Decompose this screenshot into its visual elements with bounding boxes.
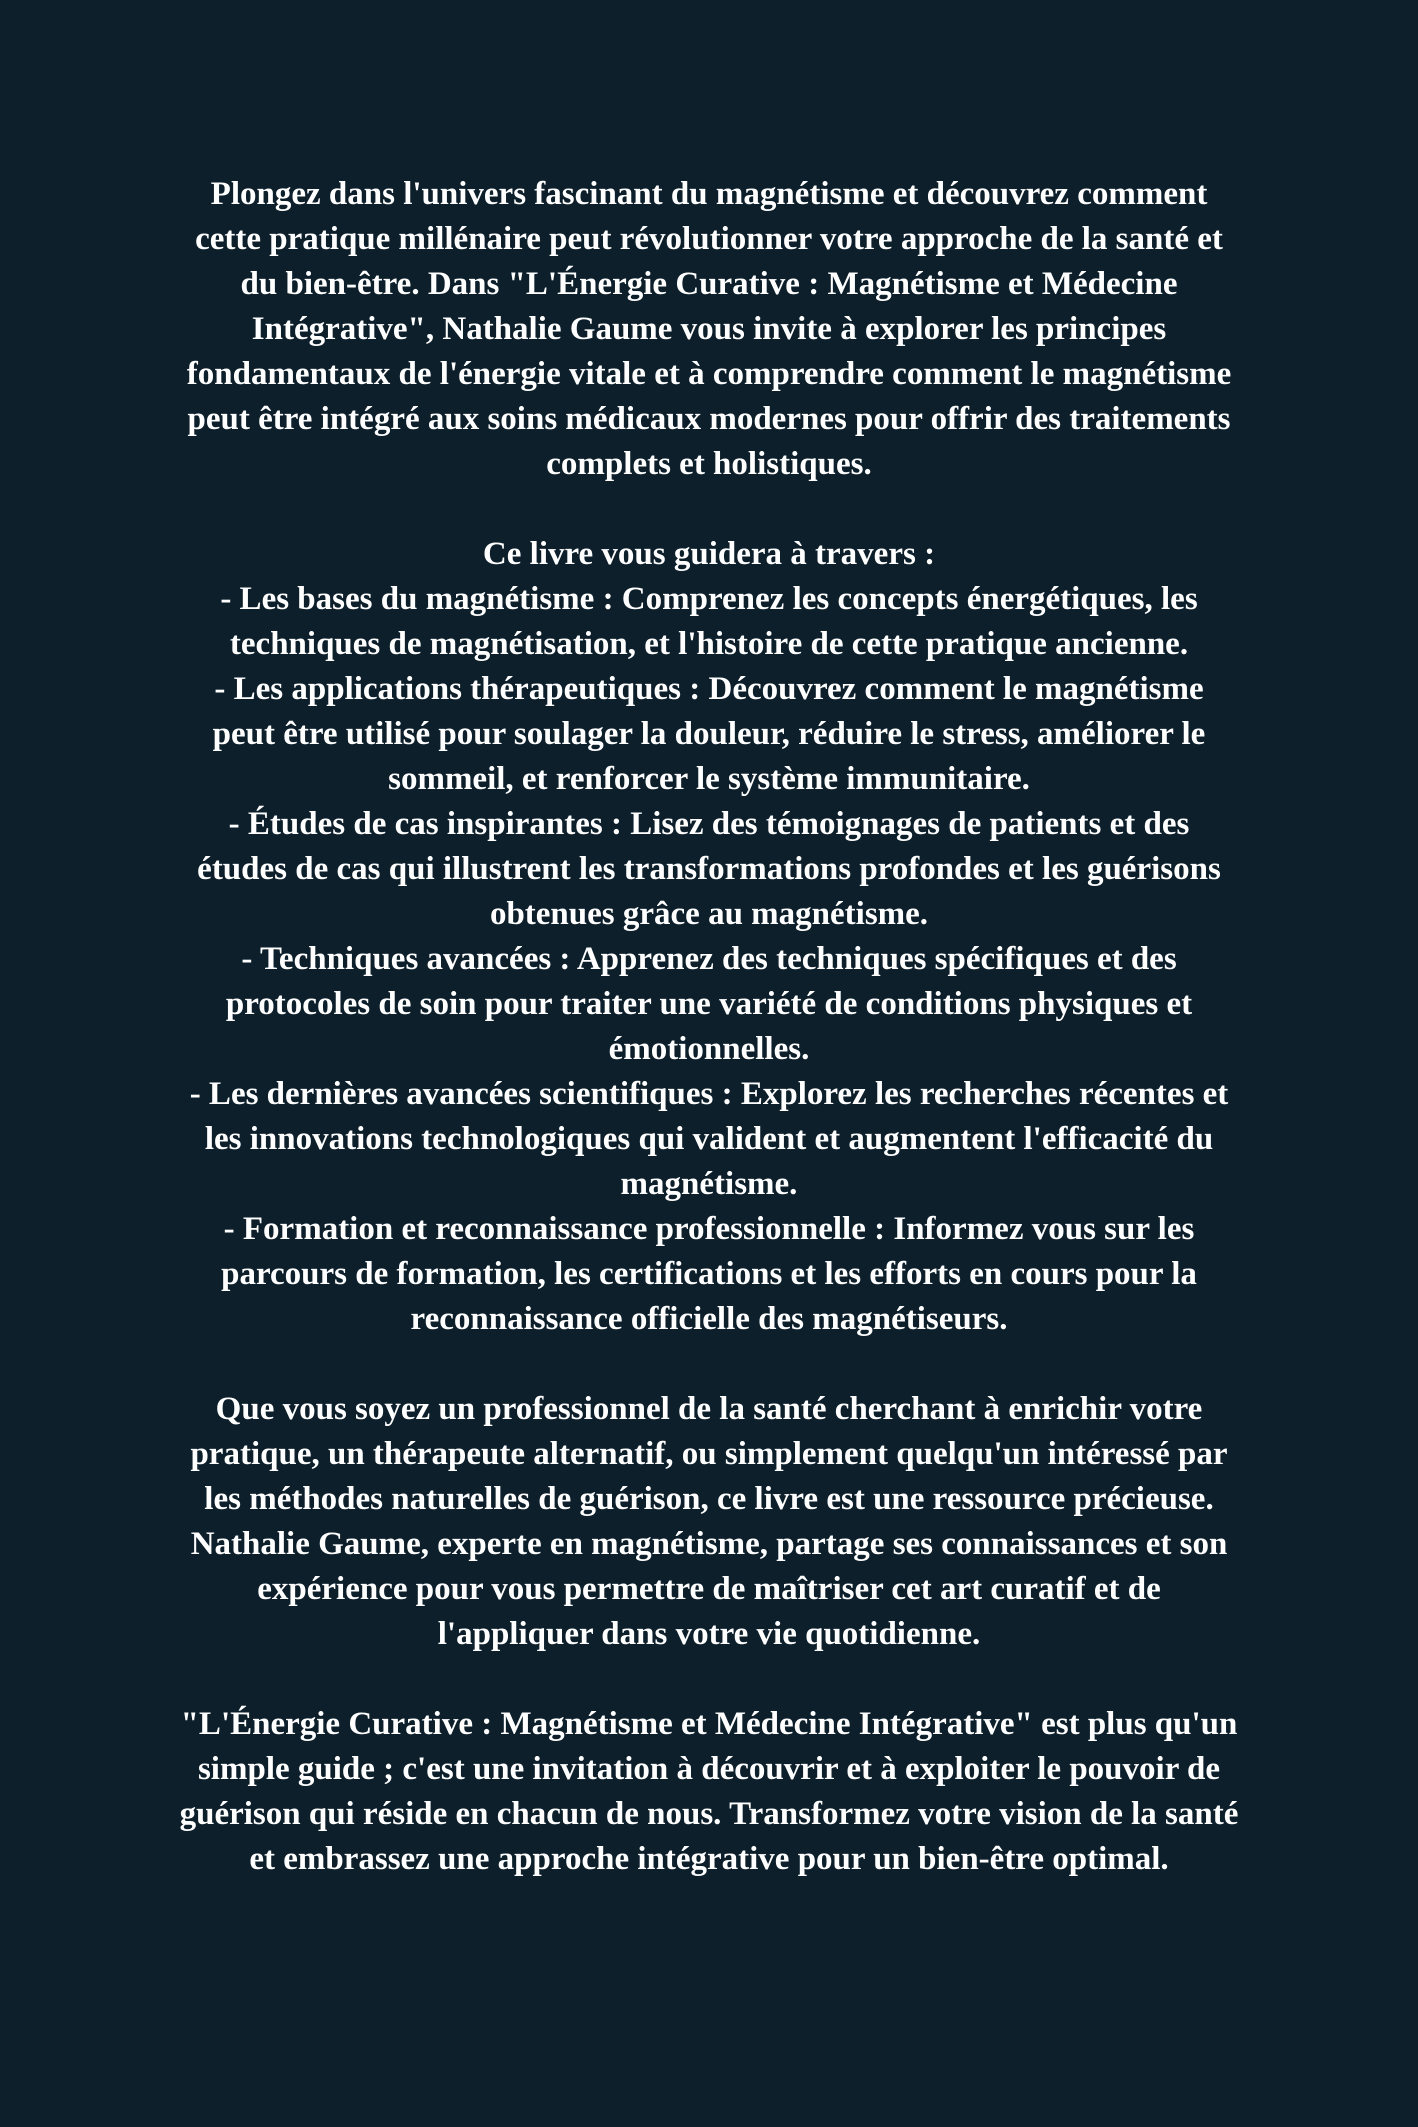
guide-line: techniques de magnétisation, et l'histoire de cette pratique ancienne. (229, 626, 1189, 662)
closing-line: guérison qui réside en chacun de nous. Transformez votre vision de la santé (179, 1796, 1239, 1832)
guide-line: - Études de cas inspirantes : Lisez des témoignages de patients et des (228, 806, 1190, 842)
guide-line: sommeil, et renforcer le système immunitaire. (388, 761, 1030, 797)
intro-line: Intégrative", Nathalie Gaume vous invite à explorer les principes (251, 311, 1167, 347)
paragraph-gap (106, 1342, 1312, 1387)
back-cover-text (106, 172, 1312, 1882)
audience-line: l'appliquer dans votre vie quotidienne. (437, 1616, 981, 1652)
guide-line: obtenues grâce au magnétisme. (489, 896, 929, 932)
intro-line: peut être intégré aux soins médicaux modernes pour offrir des traitements (187, 401, 1231, 437)
guide-heading: Ce livre vous guidera à travers : (482, 536, 936, 572)
intro-line: complets et holistiques. (546, 446, 872, 482)
guide-line: peut être utilisé pour soulager la douleur, réduire le stress, améliorer le (212, 716, 1206, 752)
guide-line: parcours de formation, les certifications et les efforts en cours pour la (221, 1256, 1197, 1292)
guide-line: émotionnelles. (608, 1031, 810, 1067)
guide-line: études de cas qui illustrent les transformations profondes et les guérisons (197, 851, 1221, 887)
audience-line: Que vous soyez un professionnel de la santé cherchant à enrichir votre (215, 1391, 1203, 1427)
guide-line: - Les dernières avancées scientifiques : Explorez les recherches récentes et (189, 1076, 1229, 1112)
guide-line: protocoles de soin pour traiter une variété de conditions physiques et (225, 986, 1193, 1022)
paragraph-gap (106, 487, 1312, 532)
guide-line: - Les bases du magnétisme : Comprenez les concepts énergétiques, les (220, 581, 1198, 617)
intro-line: cette pratique millénaire peut révolutionner votre approche de la santé et (195, 221, 1223, 257)
closing-paragraph (106, 1702, 1312, 1882)
guide-line: - Formation et reconnaissance professionnelle : Informez vous sur les (223, 1211, 1195, 1247)
guide-line: - Techniques avancées : Apprenez des techniques spécifiques et des (241, 941, 1177, 977)
intro-line: du bien-être. Dans "L'Énergie Curative : Magnétisme et Médecine (240, 266, 1178, 302)
audience-line: Nathalie Gaume, experte en magnétisme, partage ses connaissances et son (190, 1526, 1228, 1562)
closing-line: simple guide ; c'est une invitation à découvrir et à exploiter le pouvoir de (197, 1751, 1221, 1787)
guide-line: reconnaissance officielle des magnétiseurs. (410, 1301, 1008, 1337)
guide-paragraph (106, 532, 1312, 1342)
audience-line: expérience pour vous permettre de maîtriser cet art curatif et de (257, 1571, 1161, 1607)
guide-line: - Les applications thérapeutiques : Découvrez comment le magnétisme (214, 671, 1204, 707)
guide-line: magnétisme. (620, 1166, 798, 1202)
intro-paragraph (106, 172, 1312, 487)
paragraph-gap (106, 1657, 1312, 1702)
closing-line: "L'Énergie Curative : Magnétisme et Médecine Intégrative" est plus qu'un (180, 1706, 1238, 1742)
audience-paragraph (106, 1387, 1312, 1657)
audience-line: pratique, un thérapeute alternatif, ou simplement quelqu'un intéressé par (190, 1436, 1228, 1472)
closing-line: et embrassez une approche intégrative pour un bien-être optimal. (249, 1841, 1169, 1877)
intro-line: Plongez dans l'univers fascinant du magnétisme et découvrez comment (210, 176, 1208, 212)
audience-line: les méthodes naturelles de guérison, ce livre est une ressource précieuse. (204, 1481, 1214, 1517)
intro-line: fondamentaux de l'énergie vitale et à comprendre comment le magnétisme (186, 356, 1232, 392)
guide-line: les innovations technologiques qui valident et augmentent l'efficacité du (204, 1121, 1214, 1157)
